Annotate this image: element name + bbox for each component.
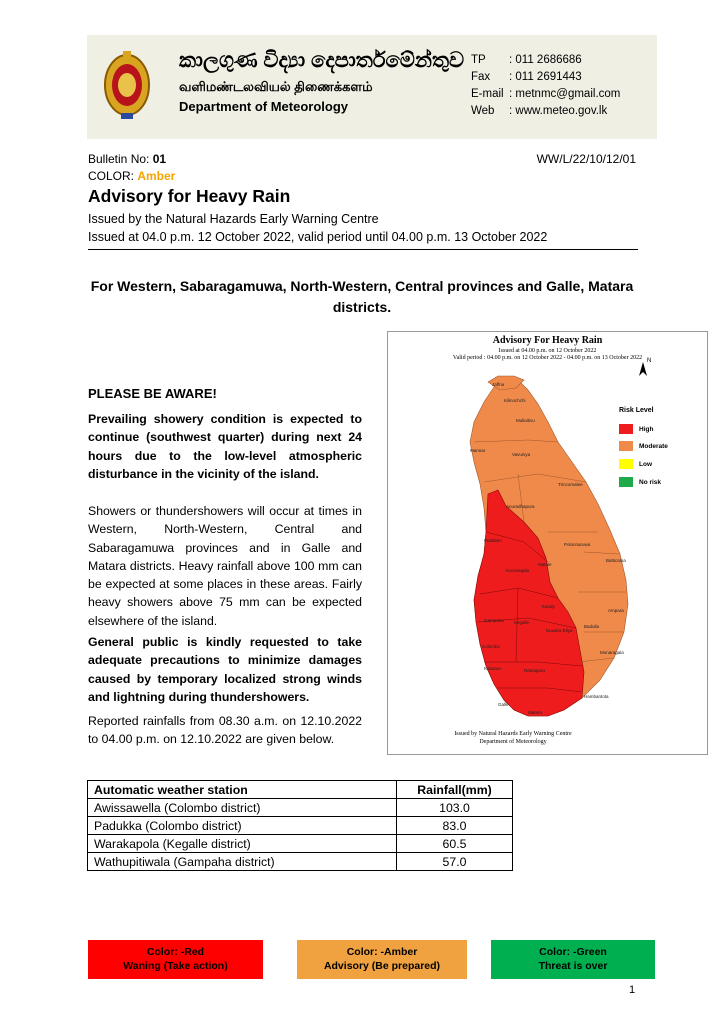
district-label-galle: Galle <box>498 702 509 707</box>
page-number: 1 <box>629 984 636 996</box>
district-label-puttalam: Puttalam <box>484 538 502 543</box>
map-valid: Valid period : 04.00 p.m. on 12 October 2022 - 04.00 p.m. on 13 October 2022 <box>452 355 643 361</box>
district-label-kegalle: Kegalle <box>514 620 530 625</box>
legend-low: Low <box>619 459 652 469</box>
district-label-matara: Matara <box>528 710 543 715</box>
department-name-tamil: வளிமண்டலவியல் திணைக்களம் <box>179 79 373 94</box>
district-label-matale: Matale <box>538 562 552 567</box>
department-name-english: Department of Meteorology <box>179 99 349 114</box>
column-header-rainfall: Rainfall(mm) <box>397 781 513 799</box>
district-label-vavuniya: Vavuniya <box>512 452 531 457</box>
contact-fax: Fax : 011 2691443 <box>471 71 582 83</box>
sri-lanka-map <box>388 332 707 754</box>
column-header-station: Automatic weather station <box>88 781 397 799</box>
district-label-anuradhapura: Anuradhapura <box>506 504 535 509</box>
legend-no-risk: No risk <box>619 477 661 487</box>
table-row: Padukka (Colombo district) 83.0 <box>88 817 513 835</box>
legend-high: High <box>619 424 653 434</box>
district-label-jaffna: Jaffna <box>492 382 505 387</box>
district-label-polonnaruwa: Polonnaruwa <box>564 542 591 547</box>
affected-provinces: For Western, Sabaragamuwa, North-Western, Central provinces and Galle, Matara districts. <box>90 278 634 315</box>
legend-title: Risk Level <box>619 407 654 414</box>
legend-swatch-high <box>619 424 633 434</box>
color-code-amber: Color: -Amber Advisory (Be prepared) <box>297 940 467 979</box>
district-label-mullaitivu: Mullaitivu <box>516 418 535 423</box>
paragraph-forecast: Showers or thundershowers will occur at times in Western, North-Western, Central and Sabaragamuwa provinces and in Galle and Matara districts. Heavy rainfall above 100 mm can be expected at some places in these areas. Fairly heavy showers above 75 mm can be expected elsewhere of the island. <box>88 504 362 628</box>
district-label-ratnapura: Ratnapura <box>524 668 546 673</box>
paragraph-reported: Reported rainfalls from 08.30 a.m. on 12.10.2022 to 04.00 p.m. on 12.10.2022 are given below. <box>88 714 362 747</box>
table-row: Warakapola (Kegalle district) 60.5 <box>88 835 513 853</box>
department-name-sinhala: කාලගුණ විද්‍යා දෙපාර්තමේන්තුව <box>179 49 465 72</box>
contact-email: E-mail : metnmc@gmail.com <box>471 88 621 100</box>
advisory-map <box>387 331 708 755</box>
legend-swatch-low <box>619 459 633 469</box>
legend-swatch-moderate <box>619 441 633 451</box>
paragraph-condition: Prevailing showery condition is expected to continue (southwest quarter) during next 24 hours due to the low-level atmospheric disturbance in the vicinity of the island. <box>88 412 362 481</box>
district-label-mannar: Mannar <box>470 448 486 453</box>
district-label-kalutara: Kalutara <box>484 666 501 671</box>
color-code-green: Color: -Green Threat is over <box>491 940 655 979</box>
table-row: Wathupitiwala (Gampaha district) 57.0 <box>88 853 513 871</box>
district-label-kurunegala: Kurunegala <box>506 568 530 573</box>
district-label-nuwara-eliya: Nuwara Eliya <box>546 628 573 633</box>
district-label-kandy: Kandy <box>542 604 555 609</box>
legend-swatch-no-risk <box>619 477 633 487</box>
map-footer-issuer: Issued by Natural Hazards Early Warning Centre <box>454 731 572 737</box>
legend-moderate: Moderate <box>619 441 668 451</box>
map-footer-department: Department of Meteorology <box>479 739 547 745</box>
contact-web: Web : www.meteo.gov.lk <box>471 105 608 117</box>
bulletin-number: Bulletin No: 01 <box>88 152 167 166</box>
district-label-monaragala: Monaragala <box>600 650 624 655</box>
table-header-row <box>88 781 513 799</box>
rainfall-table <box>87 780 513 871</box>
district-label-trincomalee: Trincomalee <box>558 482 583 487</box>
district-label-batticaloa: Batticaloa <box>606 558 626 563</box>
table-row: Awissawella (Colombo district) 103.0 <box>88 799 513 817</box>
sri-lanka-emblem-icon <box>101 47 153 123</box>
map-issued: Issued at 04.00 p.m. on 12 October 2022 <box>498 348 597 354</box>
issued-at: Issued at 04.0 p.m. 12 October 2022, valid period until 04.00 p.m. 13 October 2022 <box>88 230 548 244</box>
letterhead <box>87 35 657 139</box>
paragraph-precautions: General public is kindly requested to take adequate precautions to minimize damages caused by temporary localized strong winds and lightning during thundershowers. <box>88 635 362 704</box>
advisory-title: Advisory for Heavy Rain <box>88 186 291 206</box>
bulletin-reference: WW/L/22/10/12/01 <box>536 152 636 166</box>
contact-tp: TP : 011 2686686 <box>471 54 582 66</box>
divider <box>88 249 638 250</box>
map-title: Advisory For Heavy Rain <box>492 335 603 346</box>
color-value: Amber <box>137 169 176 183</box>
district-label-colombo: Colombo <box>482 644 501 649</box>
district-label-gampaha: Gampaha <box>484 618 504 623</box>
please-be-aware-heading: PLEASE BE AWARE! <box>88 386 217 401</box>
bulletin-color: COLOR: Amber <box>88 169 176 183</box>
north-arrow-icon: N <box>637 360 649 382</box>
contact-details <box>471 52 620 120</box>
district-label-kilinochchi: Kilinochchi <box>504 398 526 403</box>
district-label-badulla: Badulla <box>584 624 600 629</box>
district-label-hambantota: Hambantota <box>584 694 609 699</box>
issued-by: Issued by the Natural Hazards Early Warning Centre <box>88 212 379 226</box>
color-code-red: Color: -Red Waning (Take action) <box>88 940 263 979</box>
district-label-ampara: Ampara <box>608 608 624 613</box>
